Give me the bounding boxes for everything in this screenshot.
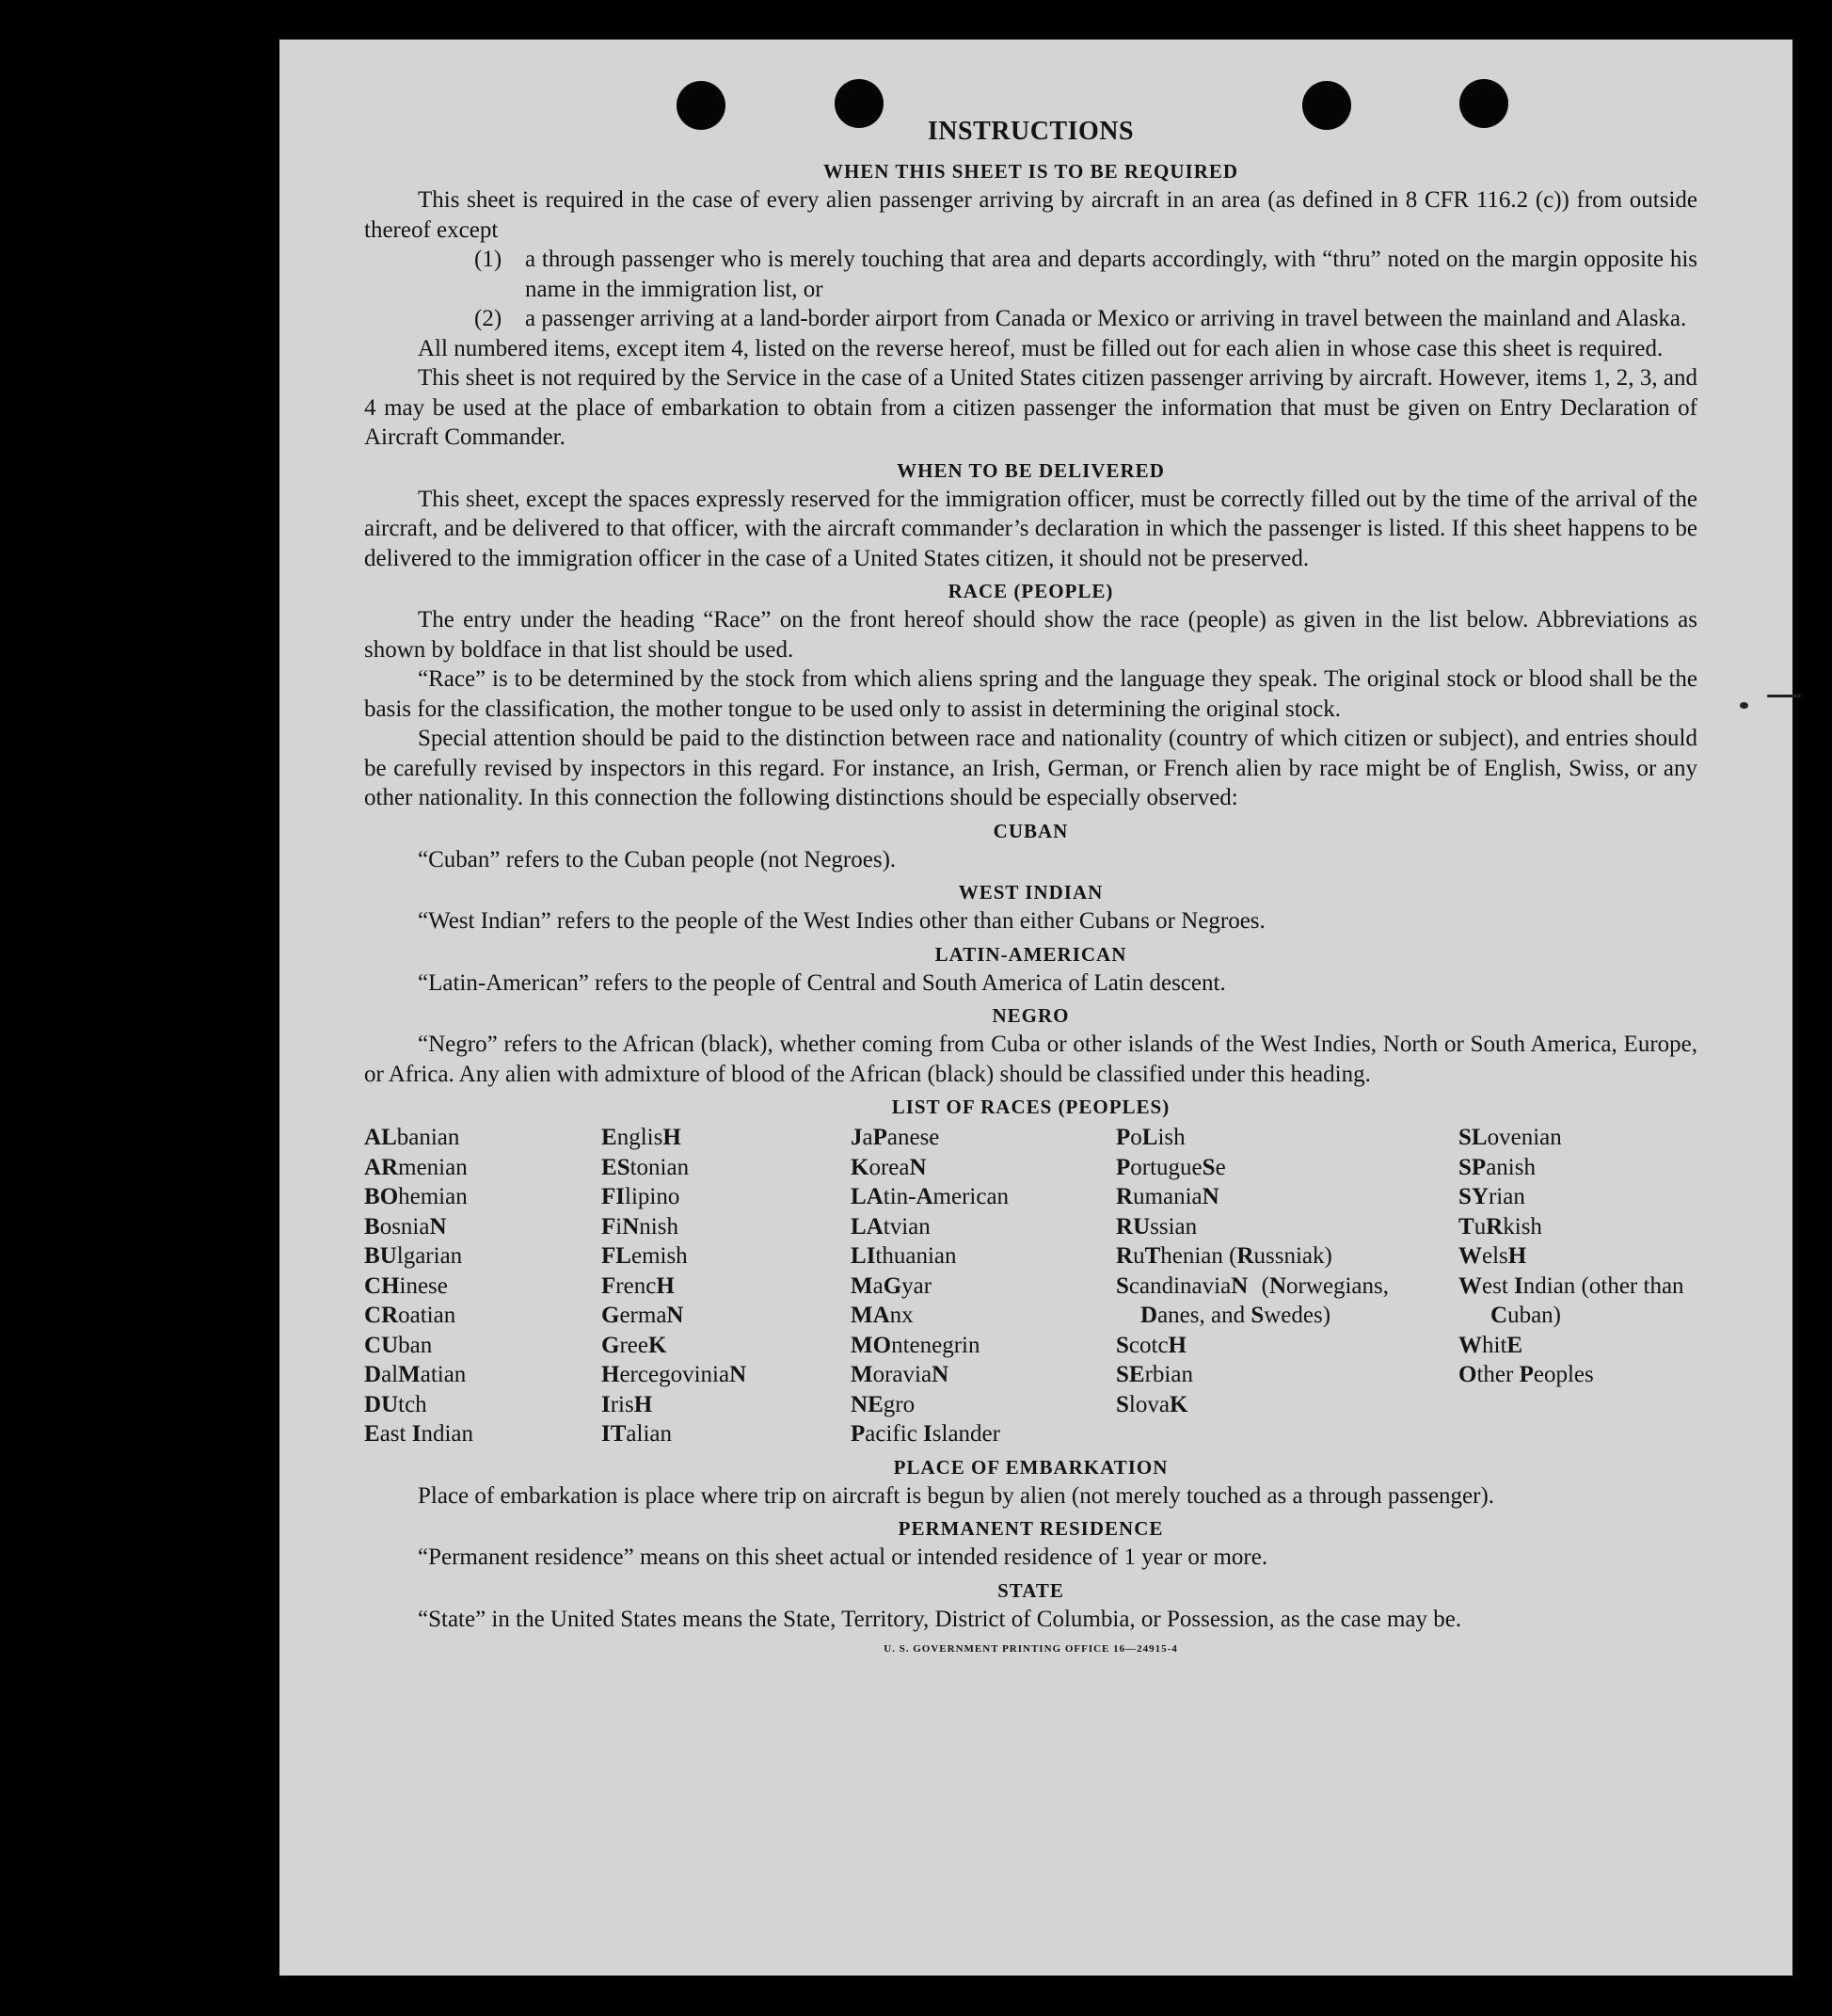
race-entry: ScandinaviaN (Norwegians, Danes, and Swedes) — [1116, 1272, 1389, 1328]
race-entry: NEgro — [851, 1391, 916, 1417]
race-entry: Pacific Islander — [851, 1421, 1000, 1447]
race-entry: MAnx — [851, 1303, 914, 1328]
race-entry: EStonian — [601, 1154, 690, 1180]
race-entry: BosniaN — [364, 1213, 447, 1240]
race-entry: PoLish — [1116, 1125, 1186, 1150]
race-entry: SPanish — [1458, 1154, 1536, 1180]
race-entry: RuThenian (Russniak) — [1116, 1243, 1332, 1269]
race-entry: CRoatian — [364, 1303, 456, 1328]
race-entry: SYrian — [1458, 1184, 1525, 1209]
list-item — [474, 245, 1697, 304]
race-entry: MOntenegrin — [851, 1332, 980, 1358]
race-entry: HercegoviniaN — [601, 1362, 747, 1387]
race-entry: SLovenian — [1458, 1125, 1562, 1150]
paragraph: The entry under the heading “Race” on the front hereof should show the race (people) as given in the list below. Abbreviations as shown by boldface in that list should be used. — [364, 607, 1697, 663]
race-entry: MoraviaN — [851, 1362, 949, 1387]
races-column — [851, 1123, 1116, 1449]
section-heading-west-indian: WEST INDIAN — [958, 881, 1104, 904]
race-entry: FLemish — [601, 1243, 688, 1269]
list-item — [474, 304, 1697, 334]
paragraph: This sheet is required in the case of every alien passenger arriving by aircraft in an area (as defined in 8 CFR 116.2 (c)) from outside thereof except — [364, 187, 1697, 243]
race-entry: WelsH — [1458, 1243, 1527, 1269]
section-heading-delivered: WHEN TO BE DELIVERED — [897, 458, 1165, 482]
section-heading-cuban: CUBAN — [993, 819, 1069, 842]
race-entry: Other Peoples — [1458, 1362, 1594, 1387]
race-entry: GreeK — [601, 1332, 667, 1358]
race-entry: LAtin-American — [851, 1184, 1010, 1209]
race-entry: ALbanian — [364, 1125, 460, 1150]
paragraph: “Race” is to be determined by the stock from which aliens spring and the language they speak. The original stock or blood shall be the basis for the classification, the mother tongue to be used only to assist in determining the original stock. — [364, 666, 1697, 722]
race-entry: ScotcH — [1116, 1332, 1187, 1358]
section-heading-negro: NEGRO — [992, 1004, 1070, 1027]
printer-imprint: U. S. GOVERNMENT PRINTING OFFICE 16—24915-4 — [884, 1643, 1178, 1655]
race-entry: KoreaN — [851, 1154, 927, 1180]
paragraph: “Permanent residence” means on this sheet actual or intended residence of 1 year or more. — [418, 1544, 1268, 1570]
race-entry: RUssian — [1116, 1213, 1198, 1240]
section-heading-latin-american: LATIN-AMERICAN — [934, 942, 1127, 966]
section-heading-race: RACE (PEOPLE) — [948, 580, 1114, 602]
race-entry: ITalian — [601, 1421, 673, 1447]
race-entry: WhitE — [1458, 1332, 1523, 1358]
race-entry: EnglisH — [601, 1125, 681, 1150]
race-entry: DUtch — [364, 1391, 427, 1417]
paragraph: “State” in the United States means the State, Territory, District of Columbia, or Possession, as the case may be. — [418, 1606, 1462, 1632]
race-entry: East Indian — [364, 1421, 473, 1447]
race-entry: SlovaK — [1116, 1391, 1188, 1417]
race-entry: BUlgarian — [364, 1243, 463, 1269]
races-column — [601, 1123, 851, 1449]
paragraph: This sheet is not required by the Service in the case of a United States citizen passenger arriving by aircraft. However, items 1, 2, 3, and 4 may be used at the place of embarkation to obtain from a citizen passenger the information that must be given on Entry Declaration of Aircraft Commander. — [364, 365, 1697, 450]
race-entry: FIlipino — [601, 1184, 680, 1209]
race-entry: BOhemian — [364, 1184, 468, 1209]
paragraph: All numbered items, except item 4, listed on the reverse hereof, must be filled out for each alien in whose case this sheet is required. — [418, 335, 1664, 361]
item-number: (1) — [474, 247, 502, 272]
paragraph: “Cuban” refers to the Cuban people (not Negroes). — [418, 846, 897, 872]
race-entry: DalMatian — [364, 1362, 467, 1387]
race-entry: IrisH — [601, 1391, 653, 1417]
race-entry: JaPanese — [851, 1125, 940, 1150]
section-heading-residence: PERMANENT RESIDENCE — [898, 1517, 1164, 1540]
paragraph: “West Indian” refers to the people of the West Indies other than either Cubans or Negroes. — [418, 908, 1266, 934]
race-entry: MaGyar — [851, 1272, 932, 1299]
scan-speck — [1740, 702, 1748, 709]
section-heading-embarkation: PLACE OF EMBARKATION — [893, 1455, 1169, 1479]
paragraph: “Negro” refers to the African (black), whether coming from Cuba or other islands of the West Indies, North or South America, Europe, or Africa. Any alien with admixture of blood of the African (black) should be classified under this heading. — [364, 1032, 1697, 1087]
races-column — [1458, 1123, 1697, 1449]
item-text: a through passenger who is merely touching that area and departs accordingly, with “thru” noted on the margin opposite his name in the immigration list, or — [525, 247, 1697, 302]
races-column — [364, 1123, 601, 1449]
race-entry: TuRkish — [1458, 1213, 1542, 1240]
paragraph: Place of embarkation is place where trip on aircraft is begun by alien (not merely touched as a through passenger). — [418, 1482, 1495, 1509]
page-title: INSTRUCTIONS — [927, 117, 1135, 146]
scan-speck — [1767, 695, 1801, 697]
section-heading-required: WHEN THIS SHEET IS TO BE REQUIRED — [822, 160, 1239, 183]
item-text: a passenger arriving at a land-border airport from Canada or Mexico or arriving in travel between the mainland and Alaska. — [525, 306, 1687, 331]
race-entry: ARmenian — [364, 1154, 468, 1180]
race-entry: CUban — [364, 1332, 433, 1358]
race-entry: FiNnish — [601, 1213, 678, 1240]
paragraph: “Latin-American” refers to the people of Central and South America of Latin descent. — [418, 969, 1226, 996]
section-heading-state: STATE — [997, 1578, 1064, 1602]
race-entry: CHinese — [364, 1272, 448, 1299]
race-entry: GermaN — [601, 1303, 684, 1328]
race-entry: SErbian — [1116, 1362, 1193, 1387]
race-entry: RumaniaN — [1116, 1184, 1219, 1209]
paragraph: This sheet, except the spaces expressly reserved for the immigration officer, must be correctly filled out by the time of the arrival of the aircraft, and be delivered to that officer, with the aircraft commander’s declaration in which the passenger is listed. If this sheet happens to be delivered to the immigration officer in the case of a United States citizen, it should not be preserved. — [364, 486, 1697, 571]
races-table — [364, 1123, 1697, 1449]
race-entry: West Indian (other than Cuban) — [1458, 1272, 1684, 1328]
item-number: (2) — [474, 306, 502, 331]
races-column — [1116, 1123, 1389, 1449]
race-entry: PortugueSe — [1116, 1154, 1226, 1180]
paragraph: Special attention should be paid to the distinction between race and nationality (country of which citizen or subject), and entries should be carefully revised by inspectors in this regard. For instance, an Irish, German, or French alien by race might be of English, Swiss, or any other nationality. In this connection the following distinctions should be especially observed: — [364, 726, 1697, 810]
race-entry: FrencH — [601, 1272, 675, 1299]
section-heading-list-of-races: LIST OF RACES (PEOPLES) — [891, 1096, 1171, 1118]
race-entry: LAtvian — [851, 1213, 931, 1240]
race-entry: LIthuanian — [851, 1243, 957, 1269]
document-content — [364, 110, 1697, 1655]
document-sheet — [279, 40, 1792, 1976]
